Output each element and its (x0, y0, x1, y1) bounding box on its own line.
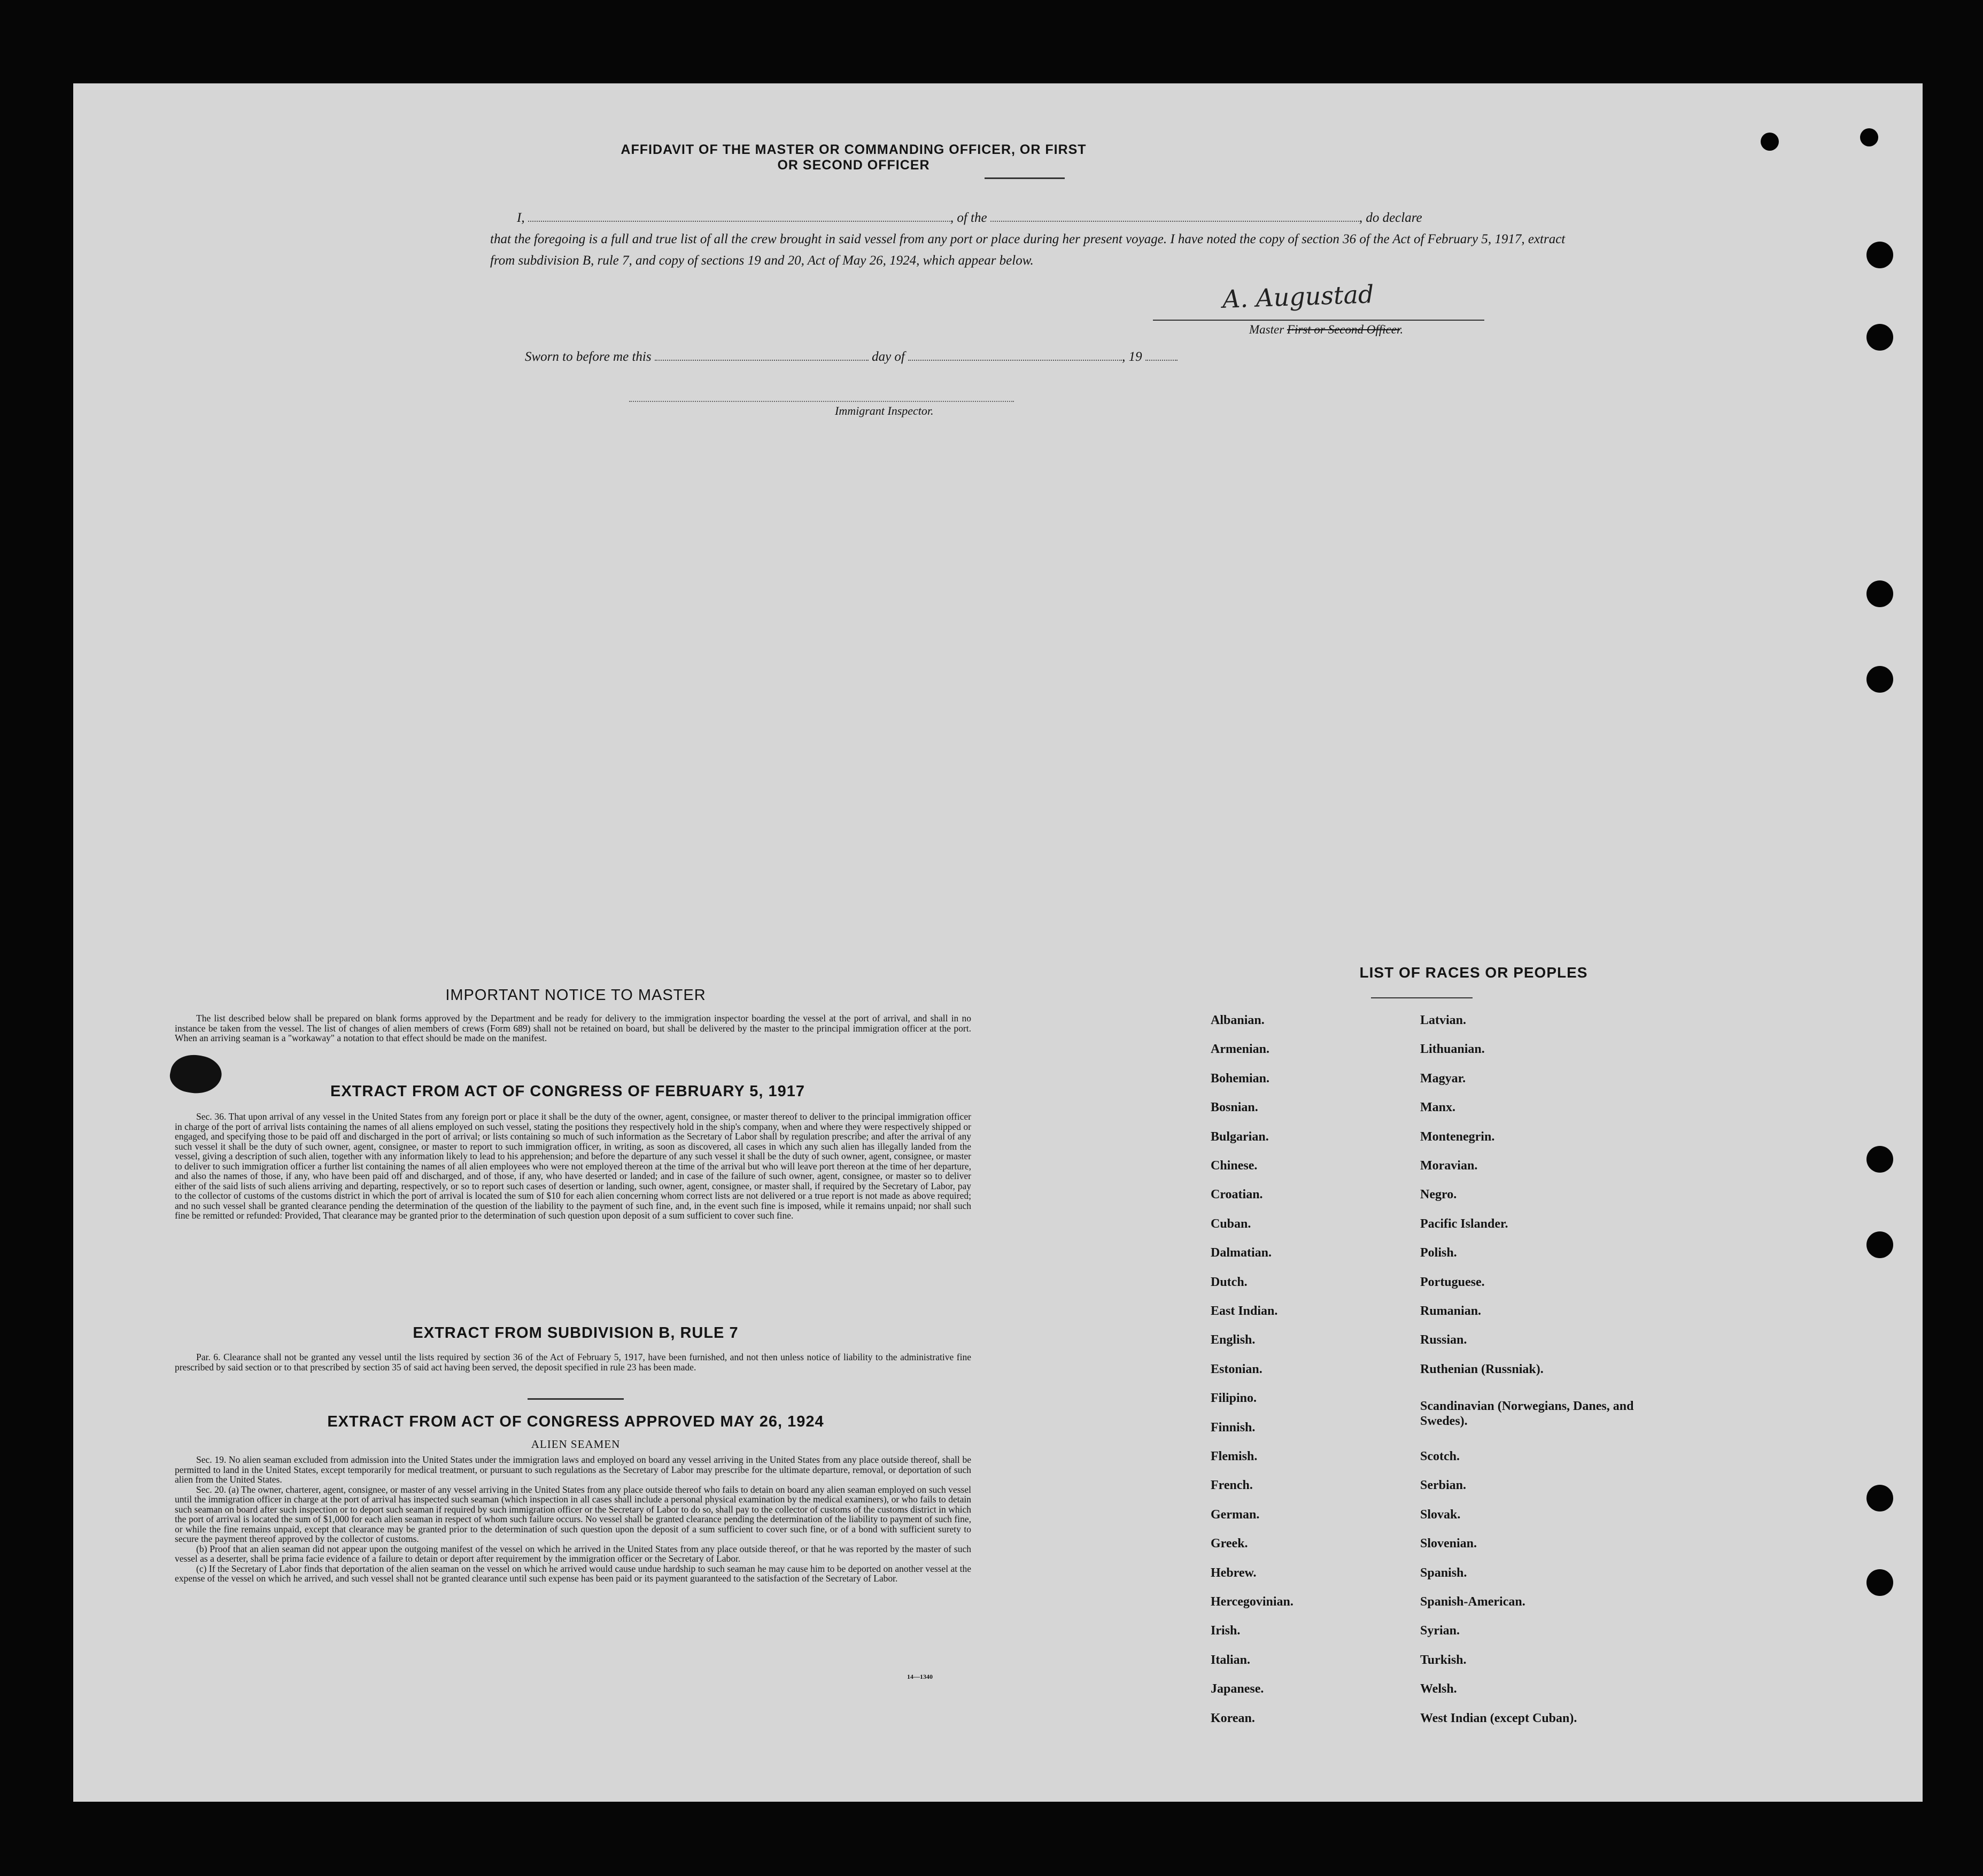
race-item: Negro. (1420, 1188, 1457, 1202)
signature-line (1153, 320, 1484, 321)
race-item: Bulgarian. (1211, 1129, 1269, 1144)
extract-1924-title: EXTRACT FROM ACT OF CONGRESS APPROVED MAY 26, 1924 (327, 1413, 824, 1430)
race-item: Russian. (1420, 1333, 1467, 1347)
race-item: Pacific Islander. (1420, 1216, 1508, 1231)
form-number: 14—1340 (907, 1673, 933, 1680)
race-item: Dutch. (1211, 1275, 1248, 1289)
punch-hole (1866, 242, 1893, 268)
race-item: Croatian. (1211, 1188, 1263, 1202)
vessel-blank (990, 221, 1359, 222)
race-item: Filipino. (1211, 1391, 1257, 1406)
i-label: I, (517, 211, 525, 225)
race-item: Turkish. (1420, 1653, 1467, 1667)
affidavit-title: AFFIDAVIT OF THE MASTER OR COMMANDING OFFICER, OR FIRST OR SECOND OFFICER (621, 142, 1087, 173)
year-blank (1145, 360, 1178, 361)
race-item: Armenian. (1211, 1042, 1269, 1057)
race-item: East Indian. (1211, 1304, 1278, 1318)
notice-title: IMPORTANT NOTICE TO MASTER (445, 987, 706, 1004)
race-item: Scandinavian (Norwegians, Danes, and Swedes). (1420, 1399, 1634, 1429)
race-item: English. (1211, 1333, 1256, 1347)
race-item: Rumanian. (1420, 1304, 1482, 1318)
section-19: Sec. 19. No alien seaman excluded from admission into the United States under the immigration laws and employed on board any vessel arriving in the United States from any place outside thereof, shall be permitted to land in the United States, except temporarily for medical treatment, or pursuant to such regulations as the Secretary of Labor may prescribe for the ultimate departure, removal, or deportation of such alien from the United States. (175, 1454, 971, 1485)
year-label: , 19 (1122, 350, 1142, 364)
race-item: French. (1211, 1478, 1253, 1493)
race-item: Korean. (1211, 1711, 1255, 1725)
punch-hole (1866, 324, 1893, 351)
form-page (73, 83, 1923, 1802)
race-item: Serbian. (1420, 1478, 1467, 1493)
race-item: Japanese. (1211, 1682, 1264, 1696)
sworn-label: Sworn to before me this (525, 350, 652, 364)
affidavit-body: that the foregoing is a full and true list of all the crew brought in said vessel from any port or place during her present voyage. I have noted the copy of section 36 of the Act of February 5, 1917, extract from subdivision B, rule 7, and copy of sections 19 and 20, Act of May 26, 1924, which appear below. (490, 232, 1566, 268)
affidavit-text (490, 207, 1602, 272)
punch-hole (1860, 128, 1878, 146)
race-item: Estonian. (1211, 1362, 1262, 1376)
race-item: Magyar. (1420, 1071, 1466, 1086)
day-of-label: day of (872, 350, 905, 364)
notice-text: The list described below shall be prepared on blank forms approved by the Department and be ready for delivery to the immigration inspector boarding the vessel at the port of arrival, and shall in no instance be taken from the vessel. The list of changes of alien members of crews (Form 689) shall not be retained on board, but shall be delivered by the master to the principal immigration officer at the port. When an arriving seaman is a "workaway" a notation to that effect should be made on the manifest. (175, 1013, 971, 1043)
race-item: Spanish-American. (1420, 1595, 1525, 1609)
section-20c: (c) If the Secretary of Labor finds that deportation of the alien seaman on the vessel on which he arrived would cause undue hardship to such seaman he may cause him to be deported on another vessel at the expense of the vessel on which he arrived, and such vessel shall not be granted clearance until such expense has been paid or its payment guaranteed to the satisfaction of the Secretary of Labor. (175, 1563, 971, 1584)
race-item: Manx. (1420, 1100, 1455, 1115)
declaration-line (517, 207, 1602, 229)
race-item: Ruthenian (Russniak). (1420, 1362, 1544, 1376)
name-blank (528, 221, 950, 222)
month-blank (908, 360, 1122, 361)
punch-hole (1866, 666, 1893, 693)
section-20b: (b) Proof that an alien seaman did not appear upon the outgoing manifest of the vessel on which he arrived in the United States from any place outside thereof, or that he was reported by the master of such vessel as a deserter, shall be prima facie evidence of a failure to detain or deport after requirement by the immigration officer or the Secretary of Labor. (175, 1543, 971, 1564)
race-item: Montenegrin. (1420, 1129, 1495, 1144)
extract-rule7-text: Par. 6. Clearance shall not be granted any vessel until the lists required by section 36 of the Act of February 5, 1917, have been furnished, and not then unless notice of liability to the administrative fine prescribed by said section or to that prescribed by section 35 of said act having been served, the deposit specified in rule 23 has been made. (175, 1352, 971, 1373)
race-item: Bohemian. (1211, 1071, 1270, 1086)
punch-hole (1866, 1231, 1893, 1258)
race-item: West Indian (except Cuban). (1420, 1711, 1577, 1725)
race-item: Moravian. (1420, 1159, 1478, 1173)
ink-blot (167, 1050, 225, 1098)
punch-hole (1866, 580, 1893, 607)
race-item: Welsh. (1420, 1682, 1457, 1696)
races-title: LIST OF RACES OR PEOPLES (1359, 964, 1588, 981)
extract-rule7-title: EXTRACT FROM SUBDIVISION B, RULE 7 (413, 1324, 739, 1342)
extract-1917-title: EXTRACT FROM ACT OF CONGRESS OF FEBRUARY 5, 1917 (330, 1083, 805, 1100)
signer-label: Master First or Second Officer. (1249, 323, 1404, 336)
race-item: Italian. (1211, 1653, 1251, 1667)
race-item: Cuban. (1211, 1216, 1251, 1231)
do-declare-label: , do declare (1359, 211, 1422, 225)
inspector-line (629, 401, 1014, 402)
section-20a: Sec. 20. (a) The owner, charterer, agent, consignee, or master of any vessel arriving in the United States from any place outside thereof who fails to detain on board any alien seaman employed on such vessel until the immigration officer in charge at the port of arrival has inspected such seaman (which inspection in all cases shall include a personal physical examination by the medical examiners), or who fails to detain such seaman on board after such inspection or to deport such seaman if required by such immigration officer or the Secretary of Labor to do so, shall pay to the collector of customs of the customs district in which the port of arrival is located the sum of $1,000 for each alien seaman in respect of whom such failure occurs. No vessel shall be granted clearance pending the determination of the liability to payment of such fine, or while the fine remains unpaid, except that clearance may be granted prior to the determination of such question upon the deposit of a sum sufficient to cover such fine, or of a bond with sufficient surety to secure the payment thereof approved by the collector of customs. (175, 1484, 971, 1544)
race-item: Syrian. (1420, 1624, 1460, 1638)
race-item: Irish. (1211, 1624, 1241, 1638)
race-item: Chinese. (1211, 1159, 1258, 1173)
race-item: Flemish. (1211, 1449, 1258, 1463)
punch-hole (1866, 1569, 1893, 1596)
title-rule (985, 177, 1065, 179)
of-the-label: , of the (950, 211, 987, 225)
race-item: Albanian. (1211, 1013, 1265, 1027)
punch-hole (1761, 133, 1779, 151)
races-rule (1371, 997, 1473, 998)
extract-1917-text: Sec. 36. That upon arrival of any vessel in the United States from any foreign port or place it shall be the duty of the owner, agent, consignee, or master thereof to deliver to the principal immigration officer in charge of the port of arrival lists containing the names of all aliens employed on such vessel, stating the positions they respectively hold in the ship's company, when and where they were respectively shipped or engaged, and specifying those to be paid off and discharged in the port of arrival; or lists containing so much of such information as the Secretary of Labor shall by regulation prescribe; and after the arrival of any such vessel it shall be the duty of such owner, agent, consignee, or master to report to such immigration officer, in writing, as soon as discovered, all cases in which any such alien has illegally landed from the vessel, giving a description of such alien, together with any information likely to lead to his apprehension; and before the departure of any such vessel it shall be the duty of such owner, agent, consignee, or master to deliver to such immigration officer a further list containing the names of all alien employees who were not employed thereon at the time of the arrival but who will leave port thereon at the time of her departure, and also the names of those, if any, who have been paid off and discharged, and of those, if any, who have deserted or landed; and in case of the failure of such owner, agent, consignee, or master so to deliver either of the said lists of such aliens arriving and departing, respectively, or so to report such cases of desertion or landing, such owner, agent, consignee, or master shall, if required by the Secretary of Labor, pay to the collector of customs of the customs district in which the port of arrival is located the sum of $10 for each alien concerning whom correct lists are not delivered or a true report is not made as above required; and no such vessel shall be granted clearance pending the determination of the question of the liability to the payment of such fine, and, in the event such fine is imposed, while it remains unpaid; nor shall such fine be remitted or refunded: Provided, That clearance may be granted prior to the determination of such question upon deposit of a sum sufficient to cover such fine. (175, 1111, 971, 1221)
punch-hole (1866, 1485, 1893, 1511)
race-item: Latvian. (1420, 1013, 1467, 1027)
sworn-line (525, 350, 1178, 365)
race-item: Greek. (1211, 1537, 1248, 1551)
race-item: Polish. (1420, 1246, 1457, 1260)
extract-1924-text (175, 1455, 971, 1584)
punch-hole (1866, 1146, 1893, 1173)
race-item: Finnish. (1211, 1420, 1256, 1435)
section-rule (528, 1398, 624, 1400)
race-item: Hercegovinian. (1211, 1595, 1293, 1609)
master-label: Master (1249, 323, 1284, 336)
race-item: Slovak. (1420, 1507, 1461, 1522)
day-blank (655, 360, 869, 361)
race-item: Portuguese. (1420, 1275, 1485, 1289)
race-item: Lithuanian. (1420, 1042, 1485, 1057)
struck-officer-label: First or Second Officer (1287, 323, 1400, 336)
race-item: Bosnian. (1211, 1100, 1258, 1115)
race-item: Slovenian. (1420, 1537, 1477, 1551)
race-item: Hebrew. (1211, 1565, 1257, 1580)
alien-seamen-subtitle: ALIEN SEAMEN (531, 1438, 621, 1451)
race-item: Spanish. (1420, 1565, 1467, 1580)
race-item: Scotch. (1420, 1449, 1460, 1463)
inspector-label: Immigrant Inspector. (835, 404, 934, 417)
master-signature: A. Augustad (1222, 280, 1375, 314)
race-item: Dalmatian. (1211, 1246, 1272, 1260)
race-item: German. (1211, 1507, 1260, 1522)
